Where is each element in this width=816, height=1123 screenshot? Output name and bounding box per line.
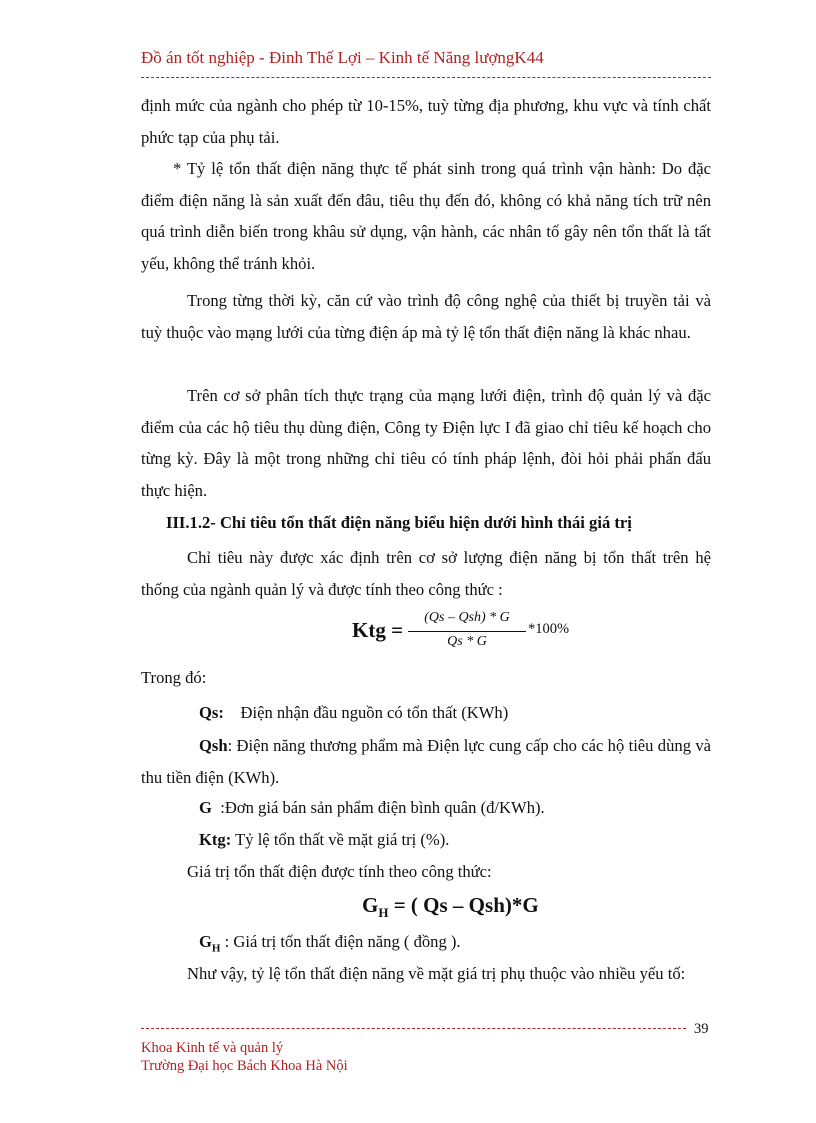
page-number: 39 (694, 1021, 709, 1037)
header-divider (141, 77, 711, 78)
fraction-bar (408, 631, 526, 632)
definition-qsh (141, 730, 711, 793)
term-gh: $G_H$ (199, 932, 221, 955)
paragraph-actual-loss: * Tỷ lệ tổn thất điện năng thực tế phát sinh trong quá trình vận hành: Do đặc điểm điện năng là sản xuất đến đâu, tiêu thụ đến đó, không có khả năng tích trữ nên quá trình diễn biến trong khâu sử dụng, vận hành, các nhân tố gây nên tổn thất là tất yếu, không thể tránh khỏi. (141, 159, 711, 273)
term-ktg: Ktg: (199, 830, 232, 849)
formula-denominator: Qs * G (447, 634, 487, 649)
paragraph-period: Trong từng thời kỳ, căn cứ vào trình độ công nghệ của thiết bị truyền tải và tuỳ thuộc vào mạng lưới của từng điện áp mà tỷ lệ tổn thất điện năng là khác nhau. (141, 291, 711, 342)
formula2-subscript: H (378, 905, 389, 921)
definition-g (199, 798, 545, 818)
section-heading: III.1.2- Chỉ tiêu tổn thất điện năng biểu hiện dưới hình thái giá trị (166, 513, 632, 532)
where-label: Trong đó: (141, 668, 207, 687)
paragraph-indicator: Chỉ tiêu này được xác định trên cơ sở lượng điện năng bị tổn thất trên hệ thống của ngành quản lý và được tính theo công thức : (141, 548, 711, 599)
desc-qsh: : Điện năng thương phẩm mà Điện lực cung cấp cho các hộ tiêu dùng và thu tiền điện (KWh). (141, 736, 711, 787)
paragraph-norm: định mức của ngành cho phép từ 10-15%, tuỳ từng địa phương, khu vực và tính chất phức tạp của phụ tải. (141, 96, 711, 147)
formula2-g: G (362, 893, 379, 917)
paragraph-basis: Trên cơ sở phân tích thực trạng của mạng lưới điện, trình độ quản lý và đặc điểm của các hộ tiêu thụ dùng điện, Công ty Điện lực I đã giao chỉ tiêu kế hoạch cho từng kỳ. Đây là một trong những chỉ tiêu có tính pháp lệnh, đòi hỏi phải phấn đấu thực hiện. (141, 386, 711, 500)
desc-ktg: Tỷ lệ tổn thất về mặt giá trị (%). (231, 830, 450, 849)
paragraph-conclusion: Như vậy, tỷ lệ tổn thất điện năng về mặt giá trị phụ thuộc vào nhiều yếu tố: (187, 964, 686, 983)
term-qs: Qs: (199, 703, 224, 722)
gh-formula (362, 893, 539, 921)
definition-qs (199, 703, 508, 723)
formula-percent: *100% (528, 621, 570, 637)
term-g: G (199, 798, 212, 817)
footer-university: Trường Đại học Bách Khoa Hà Nội (141, 1058, 348, 1074)
desc-g: :Đơn giá bán sản phẩm điện bình quân (đ/KWh). (220, 798, 545, 817)
term-qsh: Qsh (199, 736, 228, 755)
desc-gh: : Giá trị tổn thất điện năng ( đồng ). (220, 932, 461, 951)
footer-divider (141, 1028, 686, 1029)
document-header: Đồ án tốt nghiệp - Đinh Thế Lợi – Kinh tế Năng lượngK44 (141, 48, 544, 67)
definition-ktg (199, 830, 449, 850)
desc-qs: Điện nhận đầu nguồn có tổn thất (KWh) (240, 703, 509, 722)
value-loss-intro: Giá trị tổn thất điện được tính theo công thức: (187, 862, 492, 881)
formula-numerator: (Qs – Qsh) * G (424, 610, 510, 625)
formula2-rhs: = ( Qs – Qsh)*G (388, 893, 539, 917)
definition-gh (199, 932, 461, 954)
formula-lhs: Ktg = (352, 618, 404, 642)
footer-faculty: Khoa Kinh tế và quản lý (141, 1040, 284, 1056)
